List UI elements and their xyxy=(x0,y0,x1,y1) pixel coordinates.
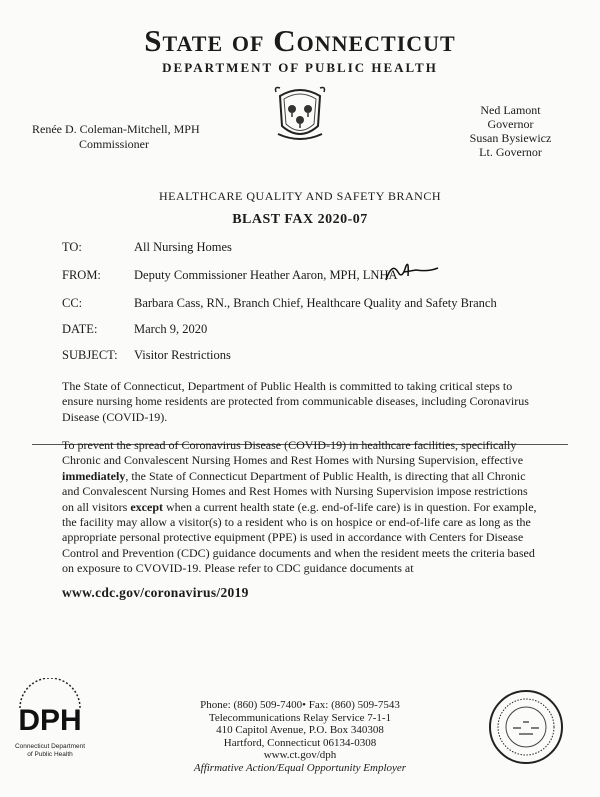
address-line-2: Hartford, Connecticut 06134-0308 xyxy=(223,736,377,749)
commissioner-block xyxy=(32,122,200,152)
logo-caption-2: of Public Health xyxy=(27,751,73,758)
cdc-link[interactable]: www.cdc.gov/coronavirus/2019 xyxy=(62,585,249,600)
letterhead-title: State of Connecticut xyxy=(144,23,456,58)
signature-icon xyxy=(382,258,440,286)
para2-text-a: To prevent the spread of Coronavirus Disease (COVID-19) in healthcare facilities, specifically Chronic and Convalescent Nursing Homes and Rest Homes with Nursing Supervision, effective xyxy=(62,438,524,468)
governor-block xyxy=(458,103,563,159)
phone-fax: Phone: (860) 509-7400• Fax: (860) 509-7543 xyxy=(200,699,400,711)
accreditation-seal-icon xyxy=(487,688,565,766)
from-label: FROM: xyxy=(62,268,101,282)
governor-role: Governor xyxy=(487,117,534,131)
department-name: DEPARTMENT OF PUBLIC HEALTH xyxy=(162,60,438,75)
eoe-statement: Affirmative Action/Equal Opportunity Employer xyxy=(193,761,407,774)
cc-value: Barbara Cass, RN., Branch Chief, Healthcare Quality and Safety Branch xyxy=(134,296,497,310)
to-label: TO: xyxy=(62,240,82,254)
dph-logo-text: DPH xyxy=(18,704,82,737)
subject-label: SUBJECT: xyxy=(62,348,118,362)
state-seal-icon xyxy=(272,82,328,144)
subject-value: Visitor Restrictions xyxy=(134,348,231,362)
to-value: All Nursing Homes xyxy=(134,240,232,254)
governor-name: Ned Lamont xyxy=(480,103,541,117)
relay-service: Telecommunications Relay Service 7-1-1 xyxy=(208,711,392,724)
blast-fax-number: BLAST FAX 2020-07 xyxy=(232,212,368,227)
cc-label: CC: xyxy=(62,296,83,310)
body-paragraph-1: The State of Connecticut, Department of Public Health is committed to taking critical steps to ensure nursing home residents are protected from communicable diseases, including Coronavirus Disease (COVID-19). xyxy=(62,379,529,424)
contact-block xyxy=(150,699,450,775)
branch-name: HEALTHCARE QUALITY AND SAFETY BRANCH xyxy=(158,189,441,203)
body-paragraph-2 xyxy=(62,438,542,577)
lt-governor-name: Susan Bysiewicz xyxy=(469,131,552,145)
lt-governor-role: Lt. Governor xyxy=(479,145,542,159)
para2-except: except xyxy=(130,499,163,514)
commissioner-role: Commissioner xyxy=(79,137,150,151)
from-value: Deputy Commissioner Heather Aaron, MPH, LNHA xyxy=(134,268,398,282)
commissioner-name: Renée D. Coleman-Mitchell, MPH xyxy=(32,122,200,136)
para2-text-c: when a current health state (e.g. end-of-life care) is in question. For example, the facility may allow a visitor(s) to a resident who is on hospice or end-of-life care as long as the appropriate personal protective equipment (PPE) is used in accordance with Centers for Disease Control and Prevention (CDC) guidance documents and when the resident meets the criteria based on exposure to CVOVID-19. Please refer to CDC guidance documents at xyxy=(62,499,537,576)
dph-logo-icon xyxy=(14,678,86,738)
dph-logo xyxy=(14,678,86,760)
para2-immediately: immediately xyxy=(62,468,126,483)
logo-caption-1: Connecticut Department xyxy=(14,743,86,750)
website[interactable]: www.ct.gov/dph xyxy=(263,749,337,762)
date-value: March 9, 2020 xyxy=(134,322,208,336)
para2-text-b: , the State of Connecticut Department of Public Health, is directing that all Chronic and Convalescent Nursing Homes and Rest Homes with Nursing Supervision impose restrictions on all visitors xyxy=(62,468,528,514)
date-label: DATE: xyxy=(62,322,98,336)
address-line-1: 410 Capitol Avenue, P.O. Box 340308 xyxy=(216,724,384,737)
